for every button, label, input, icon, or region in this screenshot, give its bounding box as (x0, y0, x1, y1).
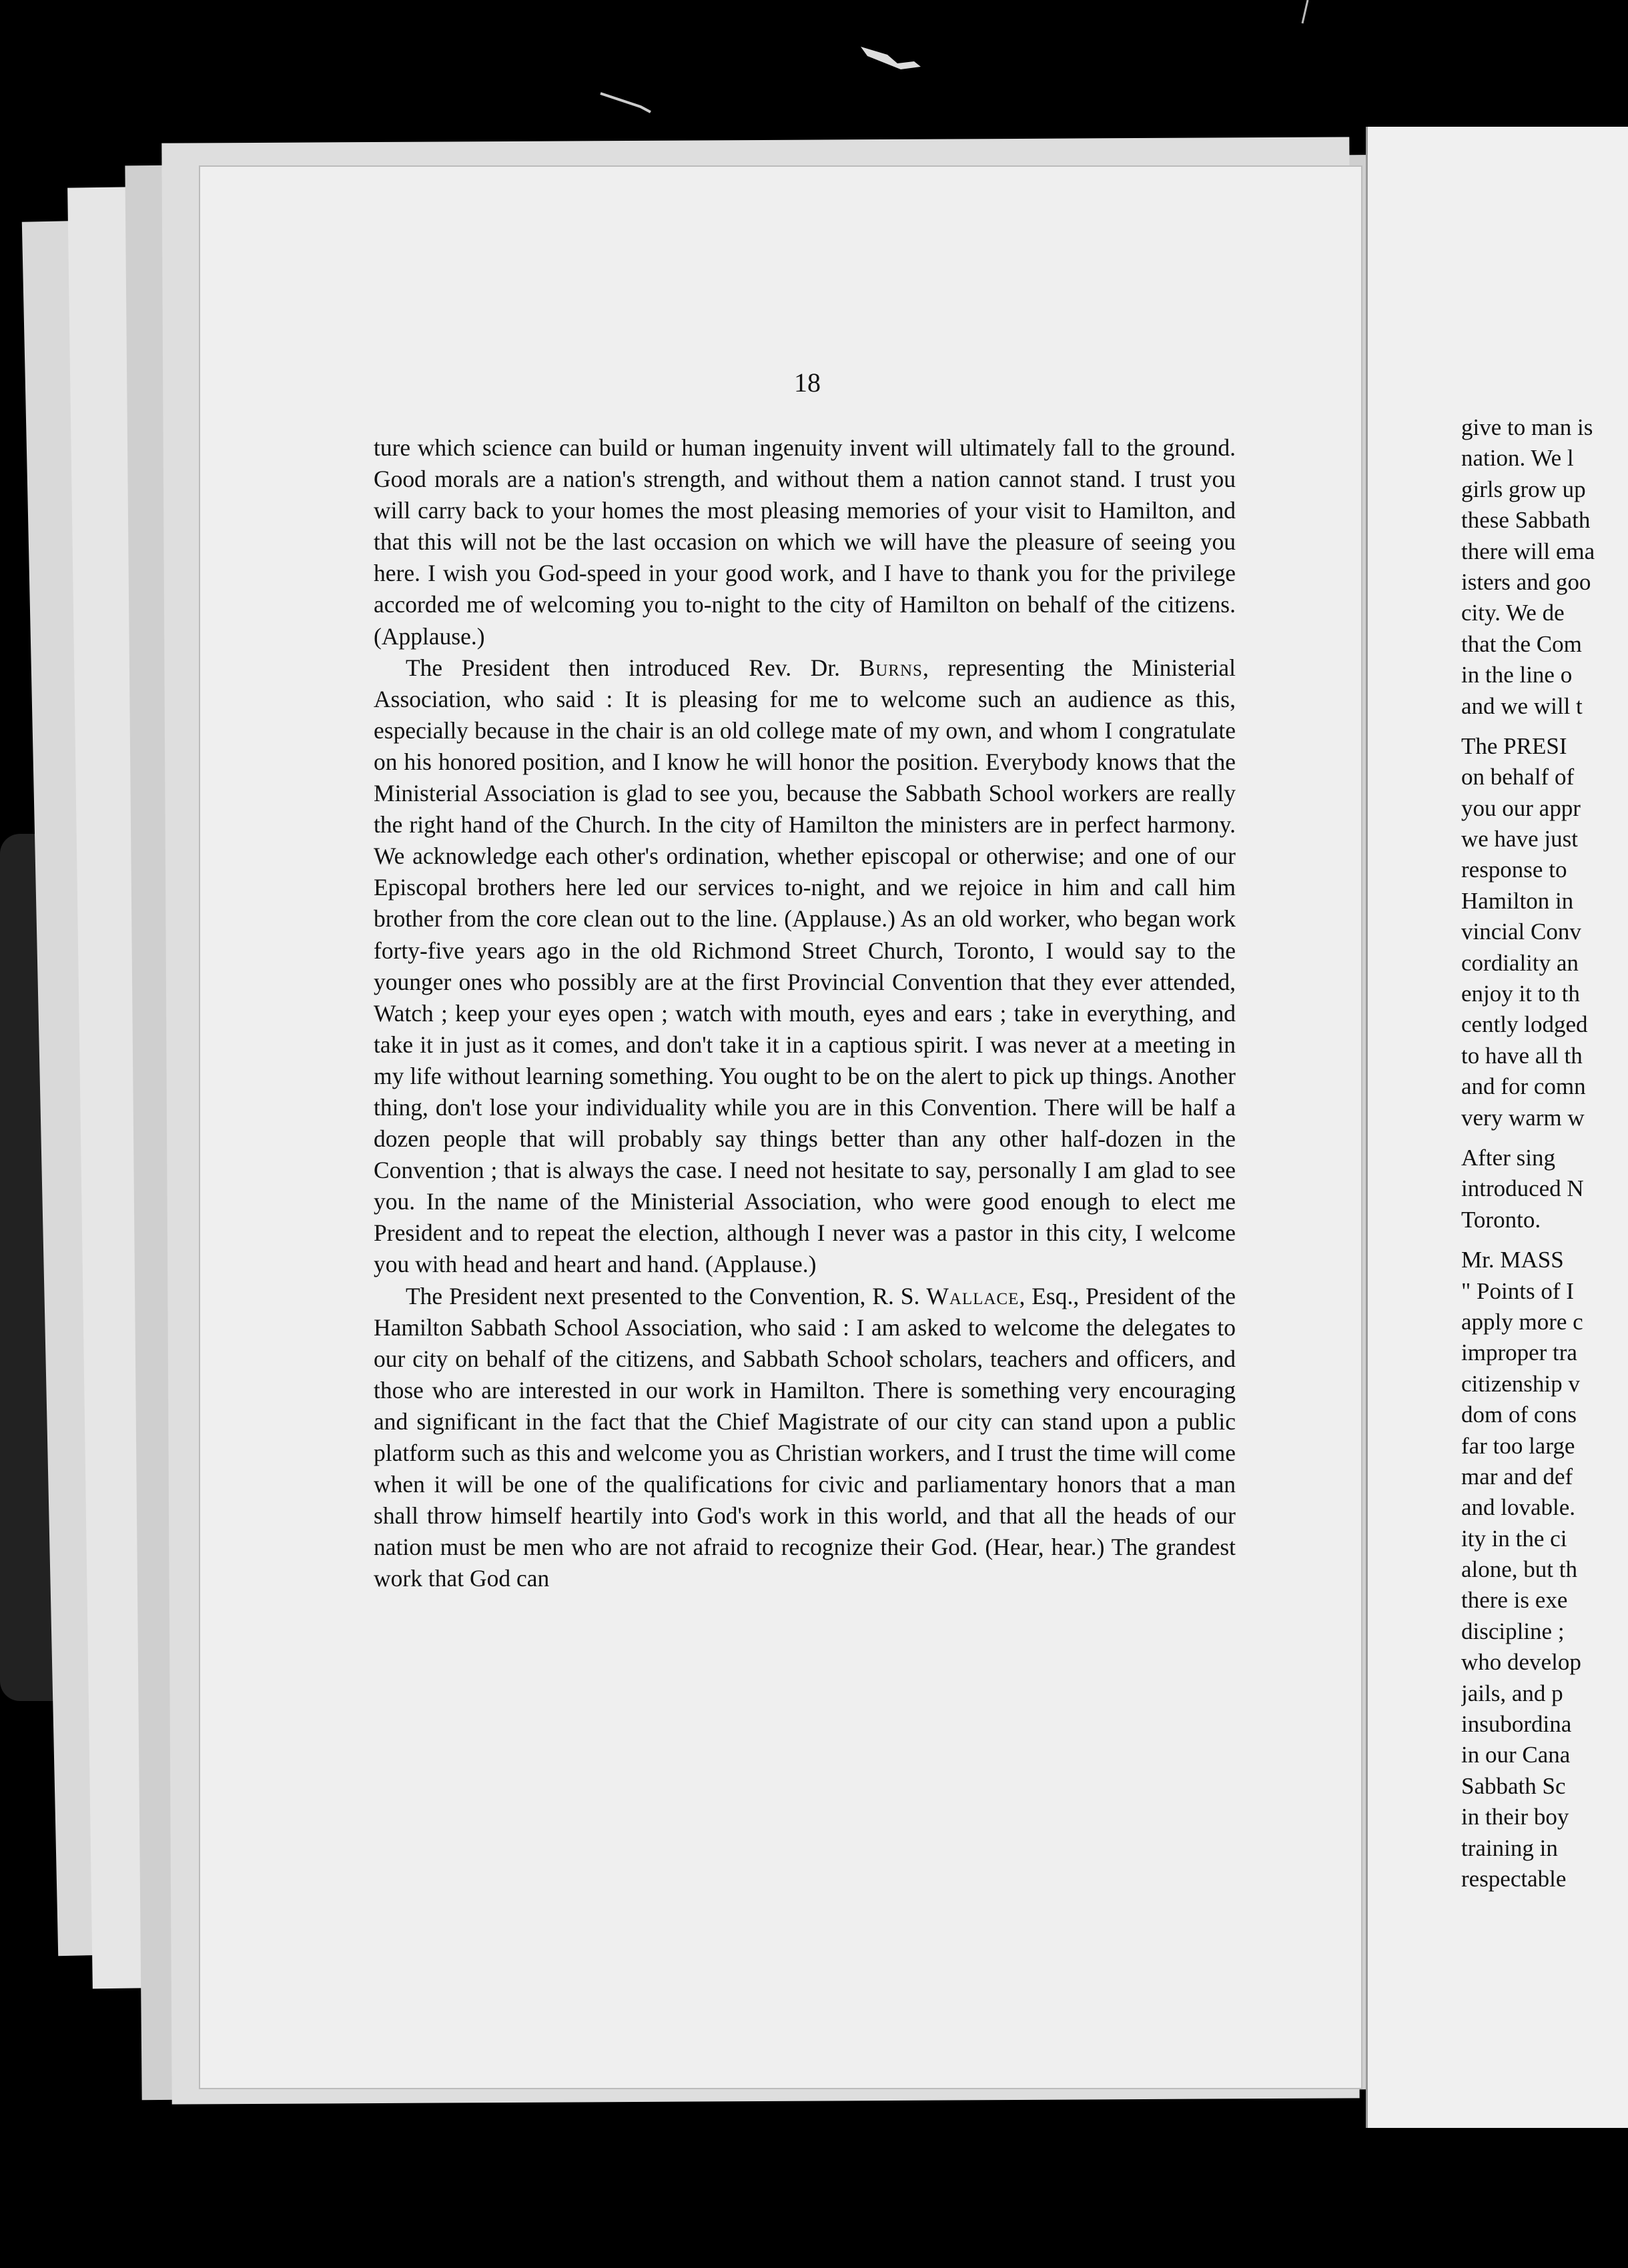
right-page-line: to have all th (1461, 1042, 1583, 1069)
right-page-line: in the line o (1461, 662, 1573, 688)
right-page-line: The PRESI (1461, 732, 1567, 759)
speaker-name: Burns (859, 654, 923, 681)
right-page-line: in our Cana (1461, 1742, 1571, 1768)
paragraph-text: , Esq., President of the Hamilton Sabbath School Association, who said : I am asked to welcome the delegates to our city on behalf of the citizens, and Sabbath School scholars, teachers and officers, and those who are interested in our work in Hamilton. There is something very encouraging and significant in the fact that the Chief Magistrate of our city can stand upon a public platform such as this and welcome you as Christian workers, and I trust the time will come when it will be one of the qualifications for civic and parliamentary honors that a man shall throw himself heartily into God's work in this world, and that all the heads of our nation must be men who are not afraid to recognize their God. (Hear, hear.) The grandest work that God can (374, 1282, 1236, 1592)
right-page-line: cently lodged (1461, 1011, 1588, 1038)
right-page-line: Hamilton in (1461, 887, 1574, 914)
right-page-line: apply more c (1461, 1308, 1583, 1335)
right-page-line: vincial Conv (1461, 919, 1581, 945)
page-number: 18 (794, 368, 821, 398)
right-page-line: that the Com (1461, 630, 1582, 657)
right-page-line: discipline ; (1461, 1618, 1565, 1644)
right-page-line: very warm w (1461, 1104, 1585, 1131)
right-page-line: enjoy it to th (1461, 981, 1580, 1007)
right-page-line: alone, but th (1461, 1556, 1577, 1583)
right-page-line: we have just (1461, 826, 1578, 853)
right-page-line: and we will t (1461, 692, 1583, 719)
right-page-line: citizenship v (1461, 1370, 1580, 1397)
right-page-line: ity in the ci (1461, 1525, 1567, 1552)
right-page-text (1461, 412, 1628, 1894)
right-page-line: city. We de (1461, 600, 1565, 626)
line-gap (1461, 1235, 1628, 1245)
right-page-line: in their boy (1461, 1804, 1569, 1830)
right-page-line: respectable (1461, 1865, 1567, 1892)
right-page-line: Toronto. (1461, 1206, 1541, 1233)
body-text (374, 432, 1236, 1594)
right-page-line: " Points of I (1461, 1277, 1574, 1304)
right-page-line: training in (1461, 1834, 1558, 1861)
paragraph (374, 1281, 1236, 1595)
right-page-line: insubordina (1461, 1711, 1572, 1738)
right-page-line: After sing (1461, 1144, 1555, 1171)
right-page-line: far too large (1461, 1432, 1575, 1459)
right-page-line: you our appr (1461, 794, 1581, 821)
right-page-line: mar and def (1461, 1463, 1573, 1490)
right-page-line: on behalf of (1461, 764, 1575, 790)
right-page-line: there is exe (1461, 1587, 1568, 1614)
right-page-line: Sabbath Sc (1461, 1772, 1566, 1799)
right-page-line: Mr. MASS (1461, 1247, 1564, 1273)
paragraph-text: ture which science can build or human ingenuity invent will ultimately fall to the ground. Good morals are a nation's strength, and without them a nation cannot stand. I trust you will carry back to your homes the most pleasing memories of your visit to Hamilton, and that this will not be the last occasion on which we will have the pleasure of seeing you here. I wish you God-speed in your good work, and I have to thank you for the privilege accorded me of welcoming you to-night to the city of Hamilton on behalf of the citizens. (Applause.) (374, 434, 1236, 650)
speaker-name: Wallace (926, 1282, 1020, 1309)
right-page-line: introduced N (1461, 1175, 1584, 1202)
line-gap (1461, 722, 1628, 731)
right-page-line: and for comn (1461, 1073, 1586, 1100)
right-page-line: girls grow up (1461, 476, 1586, 502)
right-page-line: there will ema (1461, 538, 1595, 564)
right-page-line: give to man is (1461, 414, 1593, 440)
right-page-line: and lovable. (1461, 1494, 1576, 1521)
right-page-line: jails, and p (1461, 1680, 1563, 1706)
right-page-line: improper tra (1461, 1339, 1577, 1366)
paragraph (374, 652, 1236, 1281)
right-page-line: dom of cons (1461, 1401, 1577, 1428)
paragraph-text: The President then introduced Rev. Dr. (406, 654, 859, 681)
right-page-line: nation. We l (1461, 445, 1574, 472)
right-page-line: these Sabbath (1461, 507, 1591, 534)
paragraph-text: The President next presented to the Convention, R. S. (406, 1282, 927, 1309)
right-page-line: who develop (1461, 1649, 1581, 1676)
right-page-line: response to (1461, 857, 1567, 883)
line-gap (1461, 1133, 1628, 1143)
right-page-line: cordiality an (1461, 949, 1579, 976)
paragraph-text: , representing the Ministerial Association, who said : It is pleasing for me to welcome such an audience as this, especially because in the chair is an old college mate of my own, and whom I congratulate on his honored position, and I know he will honor the position. Everybody knows that the Ministerial Association is glad to see you, because the Sabbath School workers are really the right hand of the Church. In the city of Hamilton the ministers are in perfect harmony. We acknowledge each other's ordination, whether episcopal or otherwise; and one of our Episcopal brothers here led our services to-night, and we rejoice in him and call him brother from the core clean out to the line. (Applause.) As an old worker, who began work forty-five years ago in the old Richmond Street Church, Toronto, I would say to the younger ones who possibly are at the first Provincial Convention that they ever attended, Watch ; keep your eyes open ; watch with mouth, eyes and ears ; take in everything, and take it in just as it comes, and don't take it in a captious spirit. I was never at a meeting in my life without learning something. You ought to be on the alert to pick up things. Another thing, don't lose your individuality while you are in this Convention. There will be half a dozen people that will probably say things better than any other half-dozen in the Convention ; that is always the case. I need not hesitate to say, personally I am glad to see you. In the name of the Ministerial Association, who were good enough to elect me President and to repeat the election, although I never was a pastor in this city, I welcome you with head and heart and hand. (Applause.) (374, 654, 1236, 1278)
paragraph (374, 432, 1236, 652)
right-page-line: isters and goo (1461, 568, 1591, 595)
